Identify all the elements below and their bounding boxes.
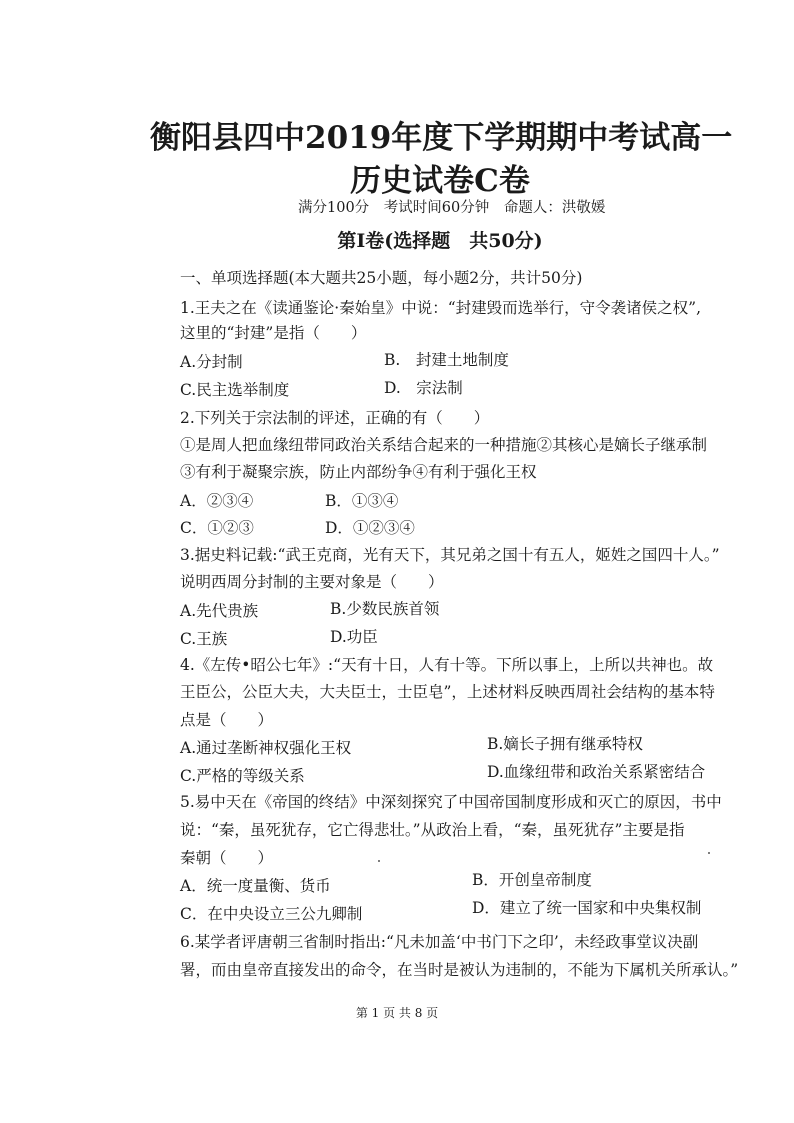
section-title: 第I卷(选择题 共50分)	[337, 230, 543, 252]
exam-title-line2: 历史试卷C卷	[350, 163, 530, 199]
question-3-option-a: A.先代贵族	[180, 602, 259, 620]
question-2-option-a: A．②③④	[180, 492, 254, 510]
question-4-stem-line3: 点是（ ）	[180, 711, 274, 729]
question-2-stem-line1: 2.下列关于宗法制的评述，正确的有（ ）	[180, 409, 490, 427]
question-1-option-b: B. 封建土地制度	[384, 351, 509, 369]
question-4-option-a: A.通过垄断神权强化王权	[180, 739, 352, 757]
question-5-stem-line3: 秦朝（ ）	[180, 849, 274, 867]
question-5-option-c: C．在中央设立三公九卿制	[180, 905, 363, 923]
question-4-stem-line1: 4.《左传•昭公七年》:“天有十日，人有十等。下所以事上，上所以共神也。故	[180, 656, 714, 674]
question-5-stem-line1: 5.易中天在《帝国的终结》中深刻探究了中国帝国制度形成和灭亡的原因，书中	[180, 793, 722, 811]
question-2-option-c: C．①②③	[180, 519, 254, 537]
question-1-option-d: D. 宗法制	[384, 379, 463, 397]
scan-speck	[708, 852, 710, 854]
question-3-stem-line1: 3.据史料记载:“武王克商，光有天下，其兄弟之国十有五人，姬姓之国四十人。”	[180, 546, 720, 564]
question-1-stem-line2: 这里的“封建”是指（ ）	[180, 324, 367, 342]
question-3-stem-line2: 说明西周分封制的主要对象是（ ）	[180, 573, 444, 591]
question-3-option-b: B.少数民族首领	[330, 600, 440, 618]
question-2-stem-line3: ③有利于凝聚宗族，防止内部纷争④有利于强化王权	[180, 463, 537, 481]
question-4-stem-line2: 王臣公，公臣大夫，大夫臣士，士臣皂”，上述材料反映西周社会结构的基本特	[180, 683, 715, 701]
scan-speck	[378, 860, 380, 862]
question-3-option-c: C.王族	[180, 630, 228, 648]
exam-title-line1: 衡阳县四中2019年度下学期期中考试高一	[150, 120, 733, 156]
question-4-option-b: B.嫡长子拥有继承特权	[487, 735, 643, 753]
question-2-option-b: B．①③④	[325, 492, 399, 510]
exam-time: 考试时间60分钟	[383, 200, 490, 216]
question-2-option-d: D．①②③④	[325, 519, 415, 537]
question-1-option-c: C.民主选举制度	[180, 381, 290, 399]
question-2-stem-line2: ①是周人把血缘纽带同政治关系结合起来的一种措施②其核心是嫡长子继承制	[180, 436, 708, 454]
question-5-option-a: A．统一度量衡、货币	[180, 877, 331, 895]
question-4-option-c: C.严格的等级关系	[180, 767, 305, 785]
question-5-option-b: B．开创皇帝制度	[472, 871, 592, 889]
full-score: 满分100分	[298, 200, 370, 216]
exam-meta	[298, 196, 615, 217]
question-5-stem-line2: 说：“秦，虽死犹存，它亡得悲壮。”从政治上看，“秦，虽死犹存”主要是指	[180, 821, 685, 839]
section-instructions: 一、单项选择题(本大题共25小题，每小题2分，共计50分)	[180, 269, 583, 287]
question-6-stem-line1: 6.某学者评唐朝三省制时指出:“凡未加盖‘中书门下之印’，未经政事堂议决副	[180, 933, 699, 951]
question-1-option-a: A.分封制	[180, 353, 243, 371]
exam-author: 命题人：洪敬媛	[503, 200, 606, 216]
page-footer: 第 1 页 共 8 页	[355, 1006, 439, 1020]
question-4-option-d: D.血缘纽带和政治关系紧密结合	[487, 763, 706, 781]
question-3-option-d: D.功臣	[330, 628, 378, 646]
question-6-stem-line2: 署，而由皇帝直接发出的命令，在当时是被认为违制的，不能为下属机关所承认。”	[180, 961, 739, 979]
question-1-stem-line1: 1.王夫之在《读通鉴论·秦始皇》中说：“封建毁而选举行，守令袭诸侯之权”,	[180, 299, 701, 317]
question-5-option-d: D．建立了统一国家和中央集权制	[472, 899, 702, 917]
